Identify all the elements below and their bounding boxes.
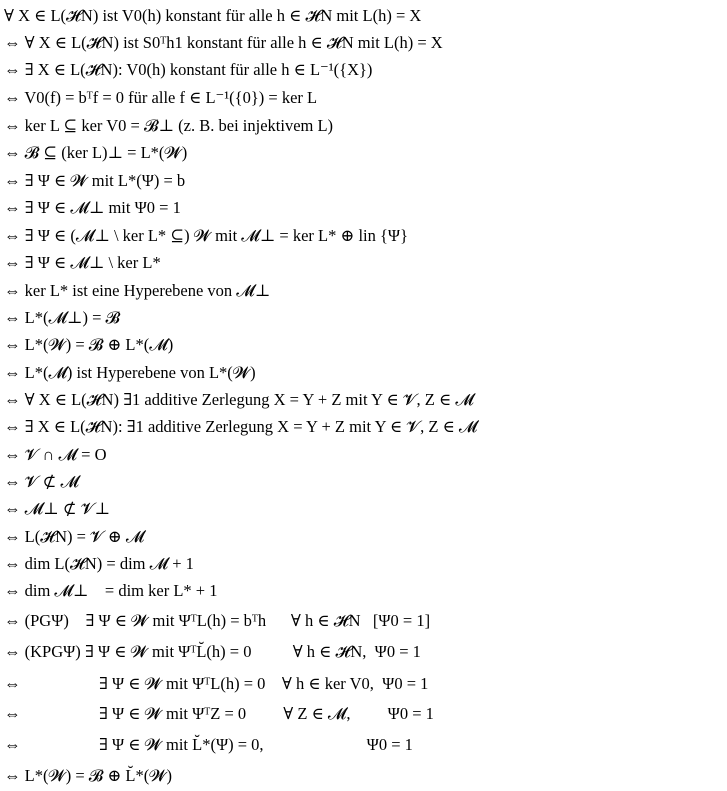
math-line: ∀ X ∈ L(𝓗N) ist V0(h) konstant für alle h ∈ 𝓗N mit L(h) = X [4, 6, 422, 25]
math-line: ⇔ ∃ Ψ ∈ 𝓜⊥ \ ker L* [4, 253, 161, 272]
math-line: ⇔ (PGΨ) ∃ Ψ ∈ 𝓦 mit ΨᵀL(h) = bᵀh ∀ h ∈ 𝓗N [Ψ0 = 1] [4, 611, 431, 630]
math-line: ⇔ V0(f) = bᵀf = 0 für alle f ∈ L⁻¹({0}) = ker L [4, 88, 318, 107]
math-line: ⇔ ∃ Ψ ∈ (𝓜⊥ \ ker L* ⊆) 𝓦 mit 𝓜⊥ = ker L* ⊕ lin {Ψ} [4, 226, 409, 245]
math-line: ⇔ dim 𝓜⊥ = dim ker L* + 1 [4, 581, 218, 600]
math-line: ⇔ ∃ X ∈ L(𝓗N): ∃1 additive Zerlegung X = Y + Z mit Y ∈ 𝓥, Z ∈ 𝓜 [4, 417, 478, 436]
math-line: ⇔ ∃ Ψ ∈ 𝓜⊥ mit Ψ0 = 1 [4, 198, 181, 217]
math-line: ⇔ L*(𝓦) = 𝓑 ⊕ L̆*(𝓦) [4, 766, 173, 785]
math-line: ⇔ L*(𝓦) = 𝓑 ⊕ L*(𝓜) [4, 335, 174, 354]
math-line: ⇔ dim L(𝓗N) = dim 𝓜 + 1 [4, 554, 194, 573]
math-line: ⇔ 𝓥 ∩ 𝓜 = O [4, 445, 107, 464]
math-line: ⇔ ∃ Ψ ∈ 𝓦 mit ΨᵀZ = 0 ∀ Z ∈ 𝓜, Ψ0 = 1 [4, 704, 434, 723]
math-line: ⇔ (KPGΨ) ∃ Ψ ∈ 𝓦 mit ΨᵀL̆(h) = 0 ∀ h ∈ 𝓗N, Ψ0 = 1 [4, 642, 421, 661]
math-line: ⇔ ∀ X ∈ L(𝓗N) ∃1 additive Zerlegung X = Y + Z mit Y ∈ 𝓥, Z ∈ 𝓜 [4, 390, 474, 409]
math-line: ⇔ ker L ⊆ ker V0 = 𝓑⊥ (z. B. bei injektivem L) [4, 116, 334, 135]
math-line: ⇔ ∃ Ψ ∈ 𝓦 mit L*(Ψ) = b [4, 171, 186, 190]
math-line: ⇔ L*(𝓜⊥) = 𝓑 [4, 308, 121, 327]
math-line: ⇔ ∃ Ψ ∈ 𝓦 mit L̆*(Ψ) = 0, Ψ0 = 1 [4, 735, 413, 754]
math-line: ⇔ 𝓥 ⊄ 𝓜 [4, 472, 79, 491]
math-line: ⇔ L*(𝓜) ist Hyperebene von L*(𝓦) [4, 363, 256, 382]
math-line: ⇔ 𝓑 ⊆ (ker L)⊥ = L*(𝓦) [4, 143, 188, 162]
math-line: ⇔ ∃ X ∈ L(𝓗N): V0(h) konstant für alle h ∈ L⁻¹({X}) [4, 60, 373, 79]
math-line: ⇔ L(𝓗N) = 𝓥 ⊕ 𝓜 [4, 527, 145, 546]
math-line: ⇔ ∀ X ∈ L(𝓗N) ist S0ᵀh1 konstant für alle h ∈ 𝓗N mit L(h) = X [4, 33, 443, 52]
math-line: ⇔ ker L* ist eine Hyperebene von 𝓜⊥ [4, 281, 271, 300]
math-line: ⇔ 𝓜⊥ ⊄ 𝓥⊥ [4, 499, 110, 518]
math-line: ⇔ ∃ Ψ ∈ 𝓦 mit ΨᵀL(h) = 0 ∀ h ∈ ker V0, Ψ0 = 1 [4, 674, 429, 693]
